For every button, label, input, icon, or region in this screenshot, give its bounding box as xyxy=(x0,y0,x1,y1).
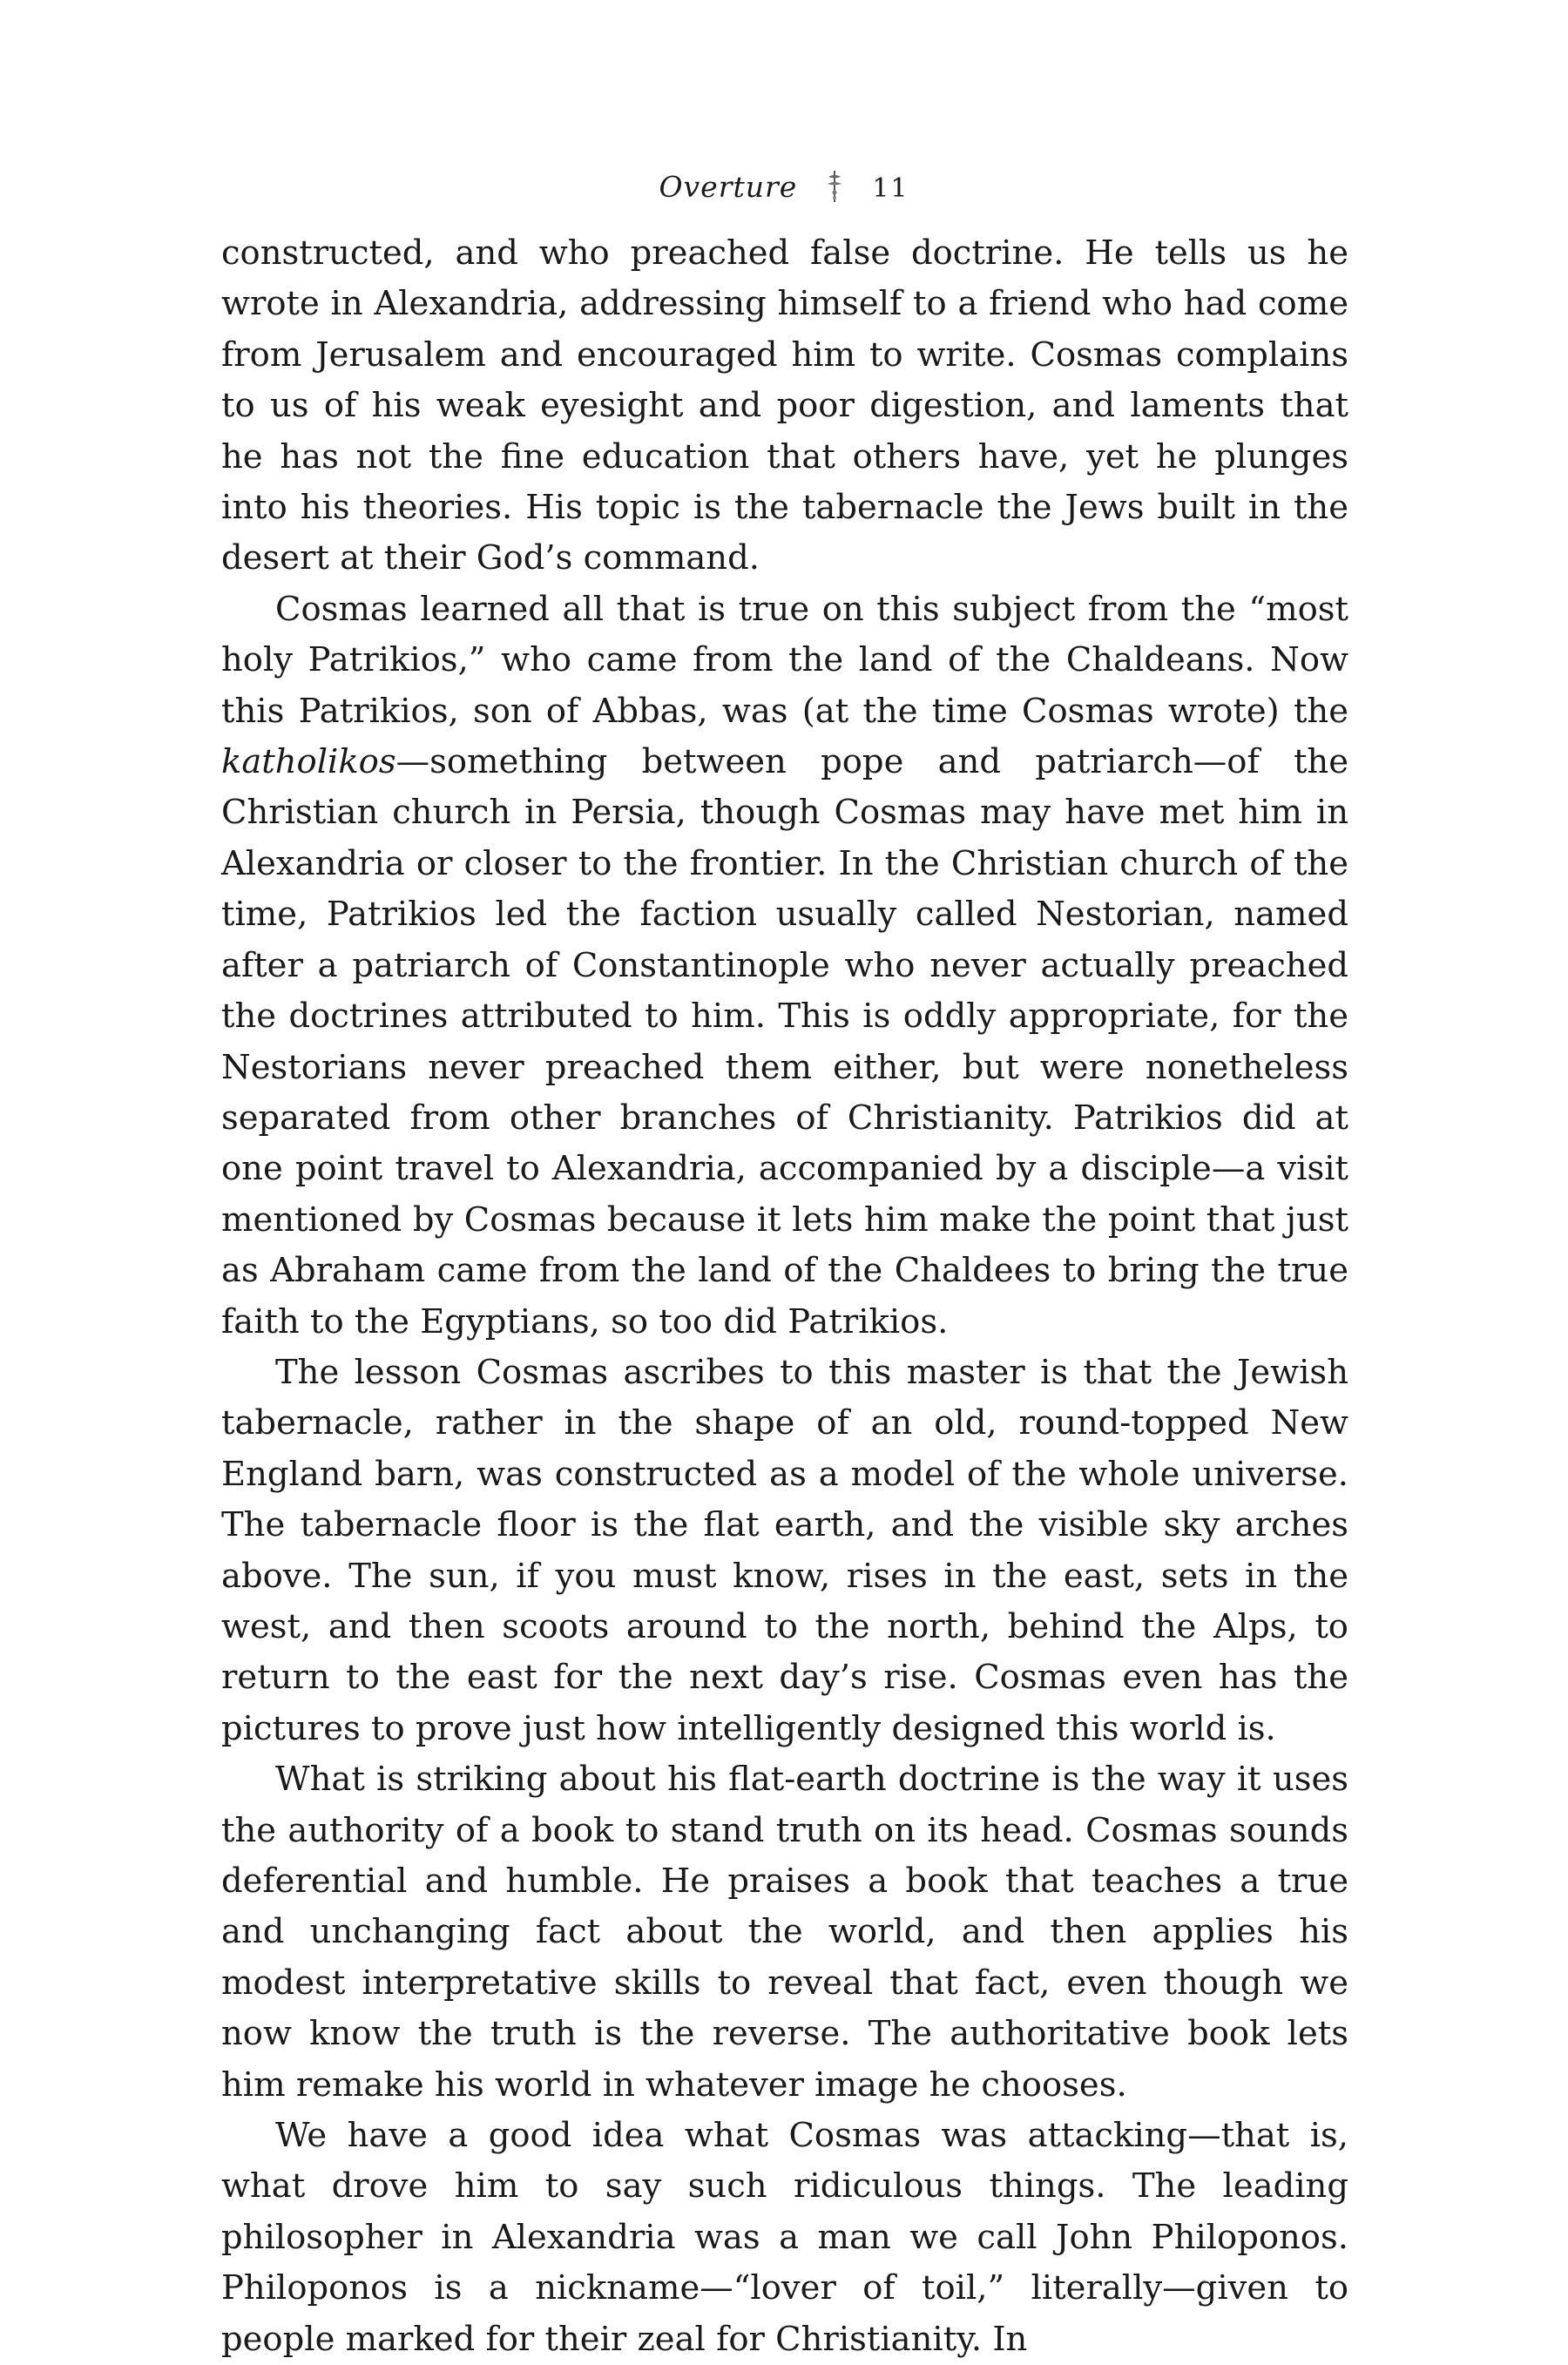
paragraph-2 xyxy=(221,584,1348,1348)
paragraph-1: constructed, and who preached false doctrine. He tells us he wrote in Alexandria, addressing himself to a friend who had come from Jerusalem and encouraged him to write. Cosmas complains to us of his weak eyesight and poor digestion, and laments that he has not the fine education that others have, yet he plunges into his theories. His topic is the tabernacle the Jews built in the desert at their God’s command. xyxy=(221,233,1348,578)
paragraph-2-text-b: —something between pope and patriarch—of the Christian church in Persia, though Cosmas may have met him in Alexandria or closer to the frontier. In the Christian church of the time, Patrikios led the faction usually called Nestorian, named after a patriarch of Constantinople who never actually preached the doctrines attributed to him. This is oddly appropriate, for the Nestorians never preached them either, but were nonetheless separated from other branches of Christianity. Patrikios did at one point travel to Alexandria, accompanied by a disciple—a visit mentioned by Cosmas because it lets him make the point that just as Abraham came from the land of the Chaldees to bring the true faith to the Egyptians, so too did Patrikios. xyxy=(221,742,1348,1341)
dagger-ornament-icon xyxy=(823,169,846,204)
paragraph-4: What is striking about his flat-earth doctrine is the way it uses the authority of a book to stand truth on its head. Cosmas sounds deferential and humble. He praises a book that teaches a true and unchanging fact about the world, and then applies his modest interpretative skills to reveal that fact, even though we now know the truth is the reverse. The authoritative book lets him remake his world in whatever image he chooses. xyxy=(221,1760,1348,2105)
paragraph-2-text-a: Cosmas learned all that is true on this subject from the “most holy Patrikios,” who came from the land of the Chaldeans. Now this Patrikios, son of Abbas, was (at the time Cosmas wrote) the xyxy=(221,589,1348,731)
paragraph-3: The lesson Cosmas ascribes to this master is that the Jewish tabernacle, rather in the shape of an old, round-topped New England barn, was constructed as a model of the whole universe. The tabernacle floor is the flat earth, and the visible sky arches above. The sun, if you must know, rises in the east, sets in the west, and then scoots around to the north, behind the Alps, to return to the east for the next day’s rise. Cosmas even has the pictures to prove just how intelligently designed this world is. xyxy=(221,1352,1348,1748)
running-head-title: Overture xyxy=(659,170,798,204)
paragraph-5: We have a good idea what Cosmas was attacking—that is, what drove him to say such ridiculous things. The leading philosopher in Alexandria was a man we call John Philoponos. Philoponos is a nickname—“lover of toil,” literally—given to people marked for their zeal for Christianity. In xyxy=(221,2116,1348,2359)
page-number: 11 xyxy=(872,173,909,204)
running-head xyxy=(0,166,1568,211)
katholikos-term: katholikos xyxy=(221,742,396,782)
body-text xyxy=(221,228,1348,2365)
